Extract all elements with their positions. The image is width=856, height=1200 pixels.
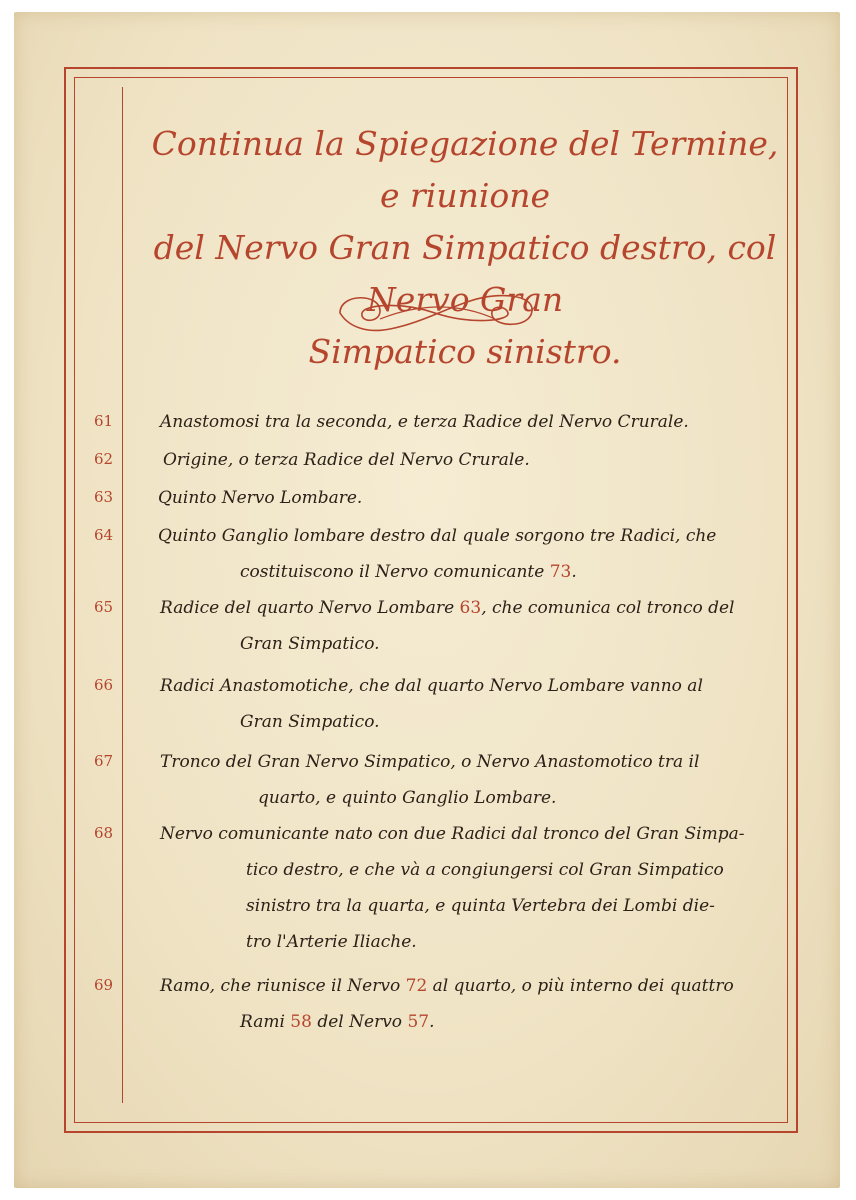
entry-text: Nervo comunicante nato con due Radici dal tronco del Gran Simpa- [160, 824, 745, 844]
entry-number: 62 [94, 450, 114, 468]
entry-number: 64 [94, 526, 114, 544]
entry-number: 66 [94, 676, 114, 694]
entry-number: 61 [94, 412, 114, 430]
entry-number: 67 [94, 752, 114, 770]
title-line-2: del Nervo Gran Simpatico destro, col Nervo Gran [153, 228, 777, 319]
entry-text: Quinto Ganglio lombare destro dal quale sorgono tre Radici, che [158, 526, 717, 546]
entry-number: 68 [94, 824, 114, 842]
entry-text: Tronco del Gran Nervo Simpatico, o Nervo Anastomotico tra il [160, 752, 700, 772]
cross-reference: 73 [549, 562, 572, 582]
entry-number: 69 [94, 976, 114, 994]
entry-text: Quinto Nervo Lombare. [158, 488, 363, 508]
entry-text: Radici Anastomotiche, che dal quarto Nervo Lombare vanno al [160, 676, 703, 696]
entry-text: Ramo, che riunisce il Nervo 72 al quarto, o più interno dei quattro [160, 976, 734, 996]
title-line-3: Simpatico sinistro. [308, 332, 622, 371]
cross-reference: 58 [290, 1012, 312, 1032]
entry-text: Anastomosi tra la seconda, e terza Radice del Nervo Crurale. [160, 412, 689, 432]
entry-number: 65 [94, 598, 114, 616]
entry-text: Origine, o terza Radice del Nervo Crurale. [163, 450, 530, 470]
entry-text-continued: tro l'Arterie Iliache. [246, 932, 417, 952]
flourish-ornament [320, 283, 550, 343]
title-line-1: Continua la Spiegazione del Termine, e riunione [151, 124, 779, 215]
entry-text-continued: Gran Simpatico. [240, 634, 380, 654]
cross-reference: 57 [407, 1012, 430, 1032]
entry-text-continued: quarto, e quinto Ganglio Lombare. [258, 788, 557, 808]
entry-text-continued: sinistro tra la quarta, e quinta Vertebra dei Lombi die- [246, 896, 715, 916]
entry-text-continued: Gran Simpatico. [240, 712, 380, 732]
entry-text: Radice del quarto Nervo Lombare 63, che comunica col tronco del [160, 598, 735, 618]
cross-reference: 63 [459, 598, 482, 618]
entry-text-continued: costituiscono il Nervo comunicante 73. [240, 562, 577, 582]
cross-reference: 72 [405, 976, 428, 996]
entry-number: 63 [94, 488, 114, 506]
entry-text-continued: tico destro, e che và a congiungersi col Gran Simpatico [246, 860, 724, 880]
entry-text-continued: Rami 58 del Nervo 57. [240, 1012, 435, 1032]
margin-rule [122, 87, 123, 1103]
